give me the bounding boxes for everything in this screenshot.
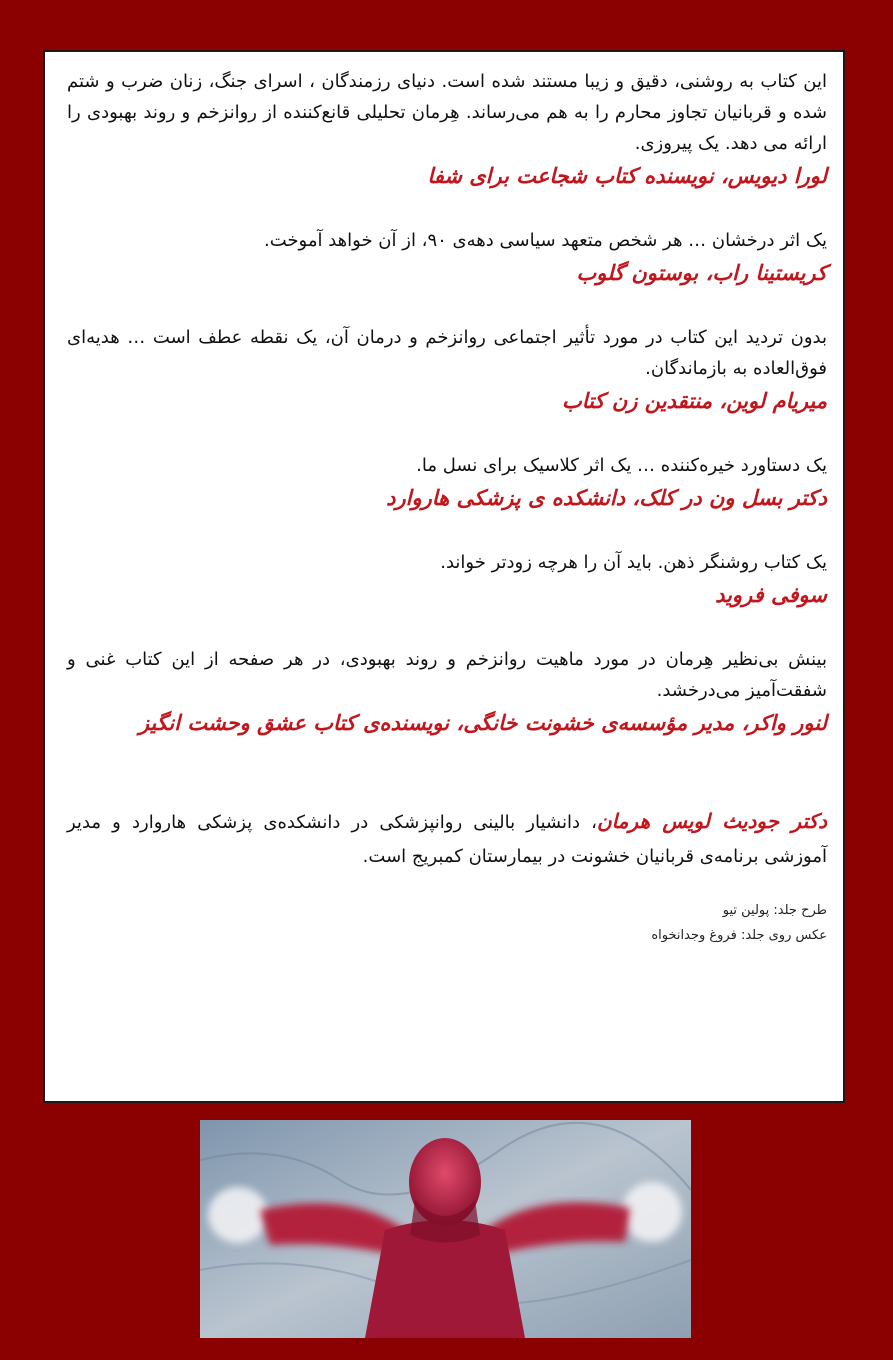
review-text: یک کتاب روشنگر ذهن. باید آن را هرچه زودتر خواند. — [440, 552, 827, 573]
review-author: دکتر بسل ون در کلک، دانشکده ی پزشکی هاروارد — [386, 485, 827, 510]
review-author: میریام لوین، منتقدین زن کتاب — [562, 388, 827, 413]
review-author: کریستینا راب، بوستون گلوب — [576, 260, 827, 285]
cover-photo — [200, 1120, 691, 1338]
review-text: بدون تردید این کتاب در مورد تأثیر اجتماعی روانزخم و درمان آن، یک نقطه عطف است … هدیه‌ای فوق‌العاده به بازماندگان. — [67, 327, 827, 379]
review-6 — [67, 644, 827, 740]
review-author: سوفی فروید — [715, 582, 827, 607]
review-text: یک اثر درخشان … هر شخص متعهد سیاسی دهه‌ی ۹۰، از آن خواهد آموخت. — [264, 230, 827, 251]
review-5 — [67, 547, 827, 612]
author-bio — [67, 804, 827, 874]
review-author: لورا دیویس، نویسنده کتاب شجاعت برای شفا — [427, 163, 827, 188]
hooded-figure-illustration — [200, 1120, 691, 1338]
review-text: یک دستاورد خیره‌کننده … یک اثر کلاسیک برای نسل ما. — [416, 455, 827, 476]
review-4 — [67, 450, 827, 515]
author-bio-text: ، دانشیار بالینی روانپزشکی در دانشکده‌ی پزشکی هاروارد و مدیر آموزشی برنامه‌ی قربانیان خشونت در بیمارستان کمبریج است. — [67, 812, 827, 867]
review-1 — [67, 66, 827, 193]
review-author: لنور واکر، مدیر مؤسسه‌ی خشونت خانگی، نویسنده‌ی کتاب عشق وحشت انگیز — [138, 710, 827, 735]
author-name: دکتر جودیث لویس هرمان — [596, 809, 827, 833]
cover-photo-credit: عکس روی جلد: فروغ وجدانخواه — [651, 928, 827, 943]
review-text: این کتاب به روشنی، دقیق و زیبا مستند شده است. دنیای رزمندگان ، اسرای جنگ، زنان ضرب و شتم شده و قربانیان تجاوز محارم را به هم می‌رساند. هِرمان تحلیلی قانع‌کننده از روانزخم و روند بهبودی را ارائه می دهد. یک پیروزی. — [67, 71, 827, 154]
review-3 — [67, 322, 827, 418]
review-2 — [67, 225, 827, 290]
back-cover-text-panel — [43, 50, 845, 1103]
review-text: بینش بی‌نظیر هِرمان در مورد ماهیت روانزخم و روند بهبودی، در هر صفحه از این کتاب غنی و شفقت‌آمیز می‌درخشد. — [67, 649, 827, 701]
cover-design-credit: طرح جلد: پولین تیو — [722, 903, 827, 918]
